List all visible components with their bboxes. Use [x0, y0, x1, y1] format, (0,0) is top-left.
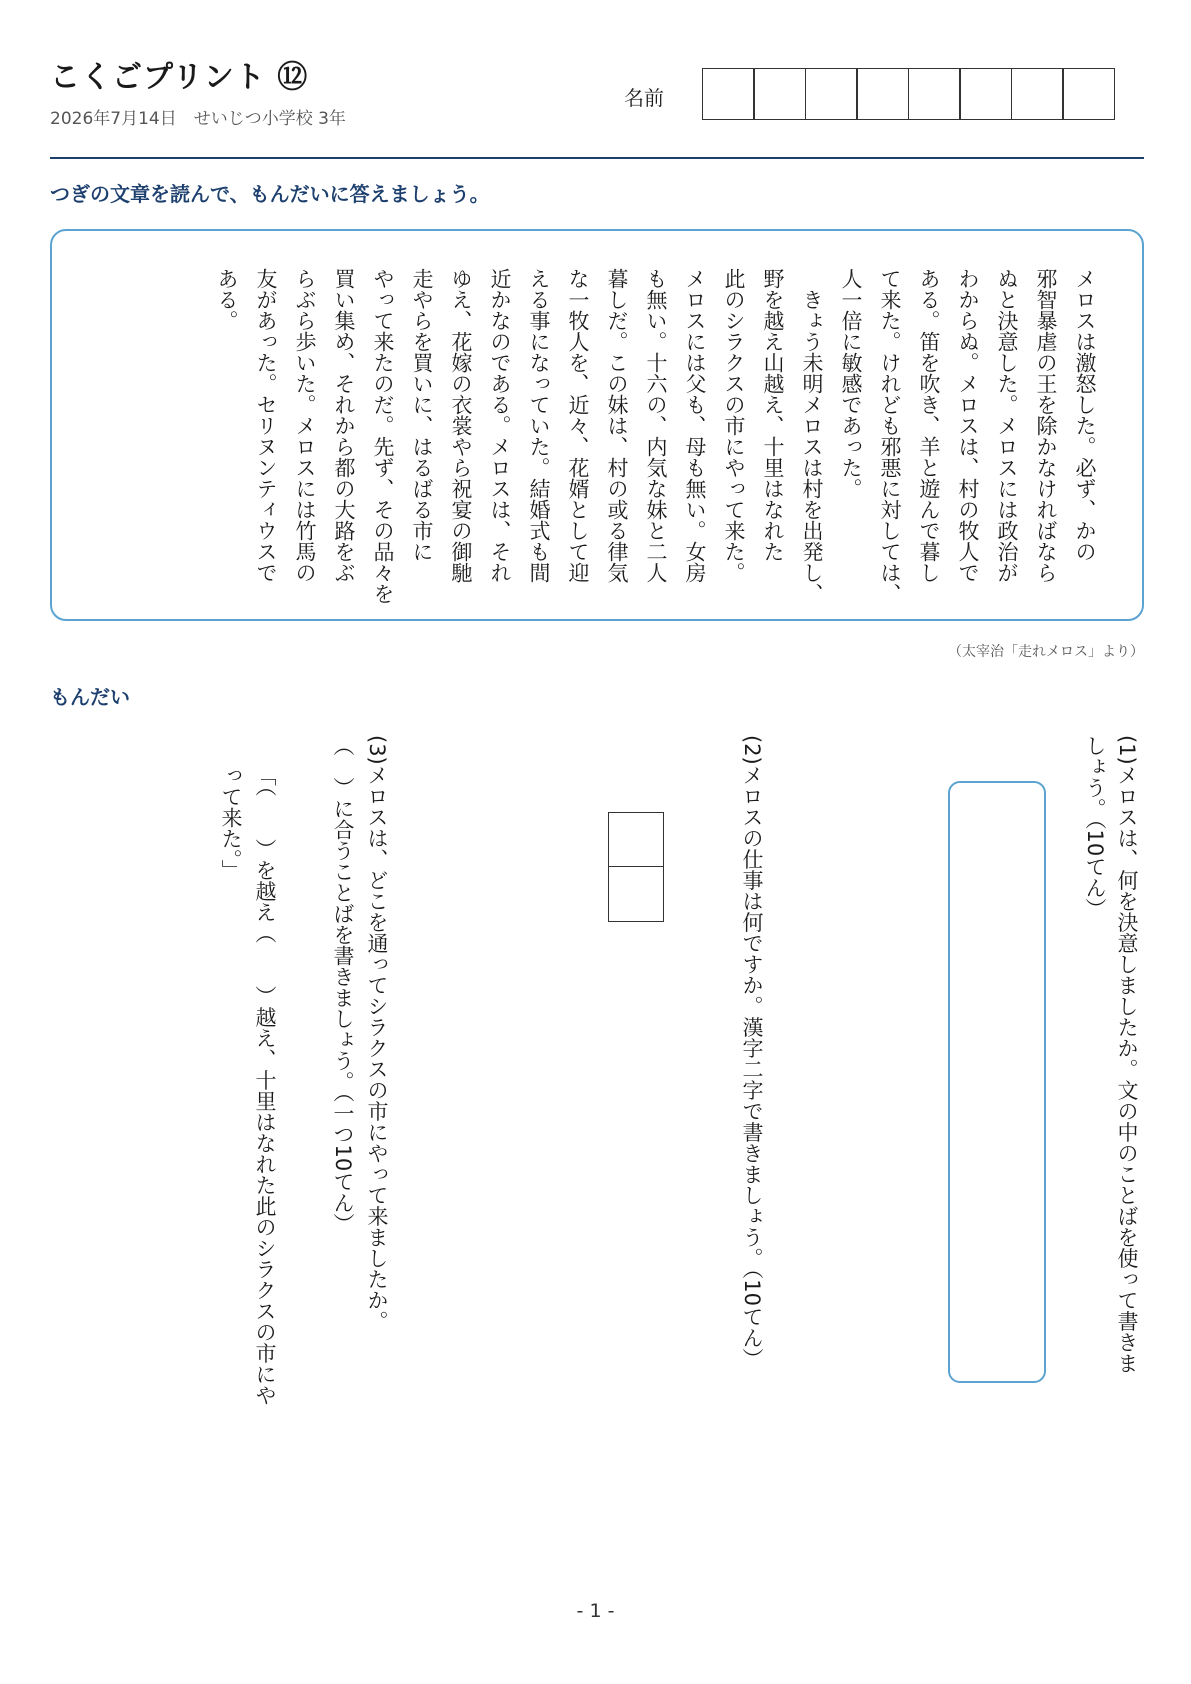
- passage-line: メロスには父も、母も無い。女房: [683, 268, 707, 583]
- passage-line: て来た。けれども邪悪に対しては、: [878, 268, 902, 604]
- question-3-fill-sentence: 「（ ）を越え（ ）越え、十里はなれた此のシラクスの市にや: [253, 765, 277, 1406]
- answer-box-q1[interactable]: [948, 781, 1046, 1383]
- question-3-text: (3)メロスは、どこを通ってシラクスの市にやって来ましたか。: [365, 735, 389, 1332]
- passage-line: える事になっていた。結婚式も間: [527, 268, 551, 583]
- passage-line: 走やらを買いに、はるばる市に: [410, 268, 434, 562]
- header-divider: [50, 157, 1144, 159]
- name-box[interactable]: [805, 68, 858, 120]
- passage-line: ある。: [215, 268, 239, 331]
- passage-line: 此のシラクスの市にやって来た。: [722, 268, 746, 583]
- passage-line: ある。笛を吹き、羊と遊んで暮し: [917, 268, 941, 583]
- passage-line: ゆえ、花嫁の衣裳やら祝宴の御馳: [449, 268, 473, 583]
- question-1-text: (1)メロスは、何を決意しましたか。文の中のことばを使って書きま: [1115, 735, 1139, 1374]
- passage-line: 邪智暴虐の王を除かなければなら: [1034, 268, 1058, 583]
- questions-heading: もんだい: [50, 685, 130, 709]
- passage-line: 買い集め、それから都の大路をぶ: [332, 268, 356, 583]
- name-box[interactable]: [1062, 68, 1115, 120]
- question-2-text: (2)メロスの仕事は何ですか。漢字二字で書きましょう。（10てん）: [740, 735, 764, 1369]
- name-label: 名前: [624, 86, 664, 110]
- passage-line: も無い。十六の、内気な妹と二人: [644, 268, 668, 583]
- passage-line: やって来たのだ。先ず、その品々を: [371, 268, 395, 604]
- answer-box-q2[interactable]: [608, 812, 664, 922]
- source-citation: （太宰治「走れメロス」より）: [948, 644, 1144, 660]
- question-3-text: （ ）に合うことばを書きましょう。（一つ10てん）: [331, 735, 355, 1235]
- page-number: - 1 -: [576, 1600, 615, 1622]
- passage-line: 野を越え山越え、十里はなれた: [761, 268, 785, 562]
- worksheet-title: こくごプリント ⑫: [50, 60, 309, 95]
- name-box[interactable]: [908, 68, 961, 120]
- passage-line: 友があった。セリヌンティウスで: [254, 268, 278, 583]
- name-box[interactable]: [702, 68, 755, 120]
- passage-line: わからぬ。メロスは、村の牧人で: [956, 268, 980, 583]
- question-1-text: しょう。（10てん）: [1083, 735, 1107, 920]
- passage-line: 人一倍に敏感であった。: [839, 268, 863, 499]
- name-box[interactable]: [959, 68, 1012, 120]
- name-box[interactable]: [753, 68, 806, 120]
- name-box[interactable]: [856, 68, 909, 120]
- name-box[interactable]: [1011, 68, 1064, 120]
- instruction: つぎの文章を読んで、もんだいに答えましょう。: [50, 182, 490, 206]
- passage-line: ぬと決意した。メロスには政治が: [995, 268, 1019, 583]
- question-3-fill-sentence: って来た。」: [219, 765, 243, 881]
- passage-line: メロスは激怒した。必ず、かの: [1073, 268, 1097, 562]
- passage-line: 暮しだ。この妹は、村の或る律気: [605, 268, 629, 583]
- date-school-line: 2026年7月14日 せいじつ小学校 3年: [50, 109, 346, 129]
- passage-line: な一牧人を、近々、花婿として迎: [566, 268, 590, 583]
- passage-line: 近かなのである。メロスは、それ: [488, 268, 512, 583]
- passage-line: きょう未明メロスは村を出発し、: [800, 268, 824, 604]
- name-boxes[interactable]: [703, 68, 1115, 120]
- passage-line: らぶら歩いた。メロスには竹馬の: [293, 268, 317, 583]
